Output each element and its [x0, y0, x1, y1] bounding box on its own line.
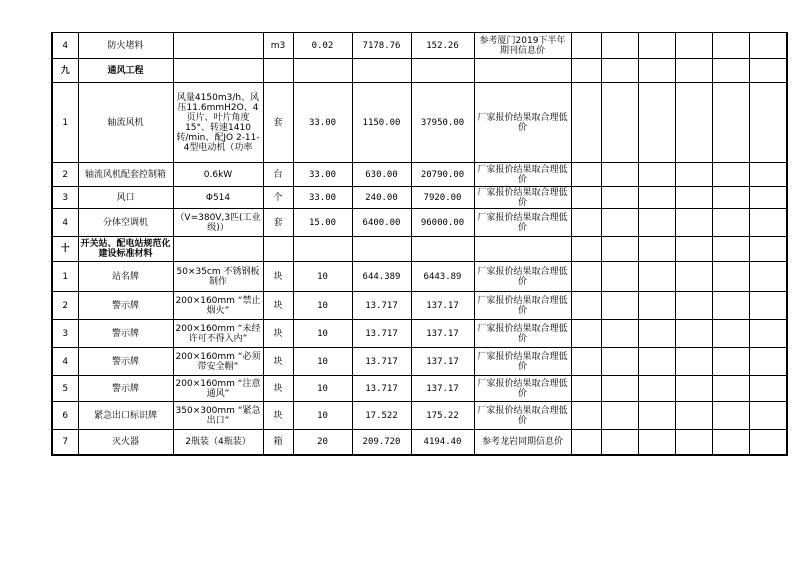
row-number: 1	[52, 83, 78, 163]
table-row	[52, 209, 787, 237]
total-cell: 137.17	[411, 348, 474, 376]
table-row	[52, 348, 787, 376]
row-number: 4	[52, 209, 78, 237]
item-name: 防火堵料	[78, 33, 173, 59]
unit-cell	[263, 237, 293, 262]
empty-cell	[749, 83, 787, 163]
unit-price-cell: 6400.00	[352, 209, 411, 237]
empty-cell	[712, 209, 749, 237]
spec-cell: 200×160mm “禁止烟火”	[173, 292, 263, 320]
spec-cell: 2瓶装（4瓶装）	[173, 430, 263, 455]
table-row	[52, 376, 787, 402]
row-number: 4	[52, 348, 78, 376]
total-cell: 137.17	[411, 320, 474, 348]
empty-cell	[571, 163, 601, 187]
unit-cell: 块	[263, 348, 293, 376]
note-cell: 厂家报价结果取合理低价	[474, 292, 571, 320]
unit-price-cell: 7178.76	[352, 33, 411, 59]
table-row	[52, 430, 787, 455]
item-name: 风口	[78, 187, 173, 209]
empty-cell	[571, 292, 601, 320]
unit-cell: 块	[263, 262, 293, 292]
item-name: 警示牌	[78, 376, 173, 402]
row-number: 1	[52, 262, 78, 292]
unit-cell: 块	[263, 376, 293, 402]
total-cell: 4194.40	[411, 430, 474, 455]
empty-cell	[712, 320, 749, 348]
quantity-cell: 33.00	[293, 163, 352, 187]
row-number: 3	[52, 187, 78, 209]
total-cell	[411, 237, 474, 262]
total-cell: 37950.00	[411, 83, 474, 163]
empty-cell	[675, 376, 712, 402]
unit-price-cell: 644.389	[352, 262, 411, 292]
row-number: 2	[52, 292, 78, 320]
row-number: 十	[52, 237, 78, 262]
empty-cell	[601, 163, 638, 187]
quantity-cell: 10	[293, 348, 352, 376]
quantity-cell: 33.00	[293, 187, 352, 209]
empty-cell	[571, 209, 601, 237]
spec-cell: 风量4150m3/h、风压11.6mmH2O、4页片、叶片角度15°、转速1410转/min、配JO 2-11-4型电动机（功率	[173, 83, 263, 163]
empty-cell	[675, 292, 712, 320]
empty-cell	[675, 59, 712, 83]
empty-cell	[601, 59, 638, 83]
empty-cell	[601, 237, 638, 262]
unit-price-cell: 13.717	[352, 348, 411, 376]
empty-cell	[675, 320, 712, 348]
empty-cell	[571, 402, 601, 430]
empty-cell	[712, 237, 749, 262]
quantity-cell: 10	[293, 262, 352, 292]
empty-cell	[571, 83, 601, 163]
empty-cell	[571, 376, 601, 402]
total-cell: 96000.00	[411, 209, 474, 237]
empty-cell	[749, 187, 787, 209]
empty-cell	[749, 402, 787, 430]
row-number: 3	[52, 320, 78, 348]
spec-cell: （V=380V,3匹(工业级)）	[173, 209, 263, 237]
empty-cell	[675, 187, 712, 209]
table-row	[52, 262, 787, 292]
empty-cell	[571, 187, 601, 209]
empty-cell	[638, 262, 675, 292]
quantity-cell: 33.00	[293, 83, 352, 163]
empty-cell	[601, 292, 638, 320]
item-name: 分体空调机	[78, 209, 173, 237]
empty-cell	[638, 237, 675, 262]
spec-cell: 350×300mm “紧急出口”	[173, 402, 263, 430]
item-name: 紧急出口标识牌	[78, 402, 173, 430]
row-number: 九	[52, 59, 78, 83]
empty-cell	[712, 376, 749, 402]
empty-cell	[749, 33, 787, 59]
empty-cell	[571, 262, 601, 292]
spec-cell: 0.6kW	[173, 163, 263, 187]
empty-cell	[601, 430, 638, 455]
unit-price-cell	[352, 237, 411, 262]
empty-cell	[638, 209, 675, 237]
empty-cell	[712, 402, 749, 430]
empty-cell	[675, 430, 712, 455]
empty-cell	[749, 320, 787, 348]
empty-cell	[638, 376, 675, 402]
empty-cell	[601, 348, 638, 376]
total-cell: 20790.00	[411, 163, 474, 187]
empty-cell	[638, 348, 675, 376]
empty-cell	[675, 33, 712, 59]
empty-cell	[675, 262, 712, 292]
empty-cell	[601, 33, 638, 59]
empty-cell	[749, 348, 787, 376]
unit-cell: 箱	[263, 430, 293, 455]
empty-cell	[638, 83, 675, 163]
quantity-cell: 20	[293, 430, 352, 455]
empty-cell	[675, 348, 712, 376]
unit-price-cell: 630.00	[352, 163, 411, 187]
section-row	[52, 237, 787, 262]
empty-cell	[638, 163, 675, 187]
empty-cell	[712, 430, 749, 455]
empty-cell	[601, 402, 638, 430]
unit-cell	[263, 59, 293, 83]
quantity-cell: 0.02	[293, 33, 352, 59]
unit-price-cell: 13.717	[352, 292, 411, 320]
unit-price-cell: 17.522	[352, 402, 411, 430]
unit-cell: 套	[263, 83, 293, 163]
empty-cell	[749, 209, 787, 237]
note-cell: 厂家报价结果取合理低价	[474, 83, 571, 163]
empty-cell	[712, 59, 749, 83]
empty-cell	[712, 83, 749, 163]
unit-price-cell: 13.717	[352, 320, 411, 348]
note-cell: 厂家报价结果取合理低价	[474, 320, 571, 348]
total-cell: 175.22	[411, 402, 474, 430]
unit-cell: 个	[263, 187, 293, 209]
spec-cell: 50×35cm 不锈钢板制作	[173, 262, 263, 292]
empty-cell	[675, 209, 712, 237]
row-number: 4	[52, 33, 78, 59]
total-cell: 137.17	[411, 292, 474, 320]
table-row	[52, 292, 787, 320]
total-cell: 152.26	[411, 33, 474, 59]
table-row	[52, 33, 787, 59]
quantity-cell: 10	[293, 402, 352, 430]
spec-cell	[173, 33, 263, 59]
item-name: 警示牌	[78, 348, 173, 376]
unit-price-cell	[352, 59, 411, 83]
table-row	[52, 320, 787, 348]
note-cell	[474, 237, 571, 262]
quantity-cell: 10	[293, 376, 352, 402]
spec-cell: Φ514	[173, 187, 263, 209]
note-cell: 厂家报价结果取合理低价	[474, 187, 571, 209]
section-title: 开关站、配电站规范化建设标准材料	[78, 237, 173, 262]
table-row	[52, 83, 787, 163]
quantity-cell	[293, 59, 352, 83]
empty-cell	[638, 33, 675, 59]
empty-cell	[712, 292, 749, 320]
spec-cell	[173, 237, 263, 262]
row-number: 6	[52, 402, 78, 430]
empty-cell	[601, 262, 638, 292]
table-row	[52, 402, 787, 430]
quantity-cell	[293, 237, 352, 262]
note-cell: 厂家报价结果取合理低价	[474, 262, 571, 292]
row-number: 2	[52, 163, 78, 187]
empty-cell	[601, 209, 638, 237]
empty-cell	[638, 430, 675, 455]
empty-cell	[749, 376, 787, 402]
empty-cell	[749, 163, 787, 187]
quantity-cell: 10	[293, 320, 352, 348]
total-cell	[411, 59, 474, 83]
section-row	[52, 59, 787, 83]
item-name: 站名牌	[78, 262, 173, 292]
unit-price-cell: 13.717	[352, 376, 411, 402]
note-cell: 厂家报价结果取合理低价	[474, 402, 571, 430]
empty-cell	[571, 348, 601, 376]
empty-cell	[675, 163, 712, 187]
note-cell: 参考龙岩同期信息价	[474, 430, 571, 455]
table-row	[52, 163, 787, 187]
empty-cell	[571, 59, 601, 83]
empty-cell	[675, 237, 712, 262]
empty-cell	[571, 430, 601, 455]
spec-cell: 200×160mm “必须带安全帽”	[173, 348, 263, 376]
section-title: 通风工程	[78, 59, 173, 83]
unit-cell: 块	[263, 402, 293, 430]
empty-cell	[712, 262, 749, 292]
quantity-cell: 10	[293, 292, 352, 320]
empty-cell	[638, 320, 675, 348]
empty-cell	[749, 292, 787, 320]
row-number: 5	[52, 376, 78, 402]
note-cell: 厂家报价结果取合理低价	[474, 163, 571, 187]
note-cell: 厂家报价结果取合理低价	[474, 376, 571, 402]
empty-cell	[601, 376, 638, 402]
empty-cell	[712, 163, 749, 187]
spec-cell: 200×160mm “注意通风”	[173, 376, 263, 402]
unit-price-cell: 209.720	[352, 430, 411, 455]
empty-cell	[601, 320, 638, 348]
item-name: 轴流风机	[78, 83, 173, 163]
empty-cell	[571, 320, 601, 348]
unit-cell: 块	[263, 320, 293, 348]
table-row	[52, 187, 787, 209]
empty-cell	[638, 187, 675, 209]
empty-cell	[712, 348, 749, 376]
row-number: 7	[52, 430, 78, 455]
empty-cell	[638, 402, 675, 430]
empty-cell	[675, 83, 712, 163]
note-cell: 厂家报价结果取合理低价	[474, 209, 571, 237]
empty-cell	[749, 59, 787, 83]
empty-cell	[571, 237, 601, 262]
empty-cell	[638, 59, 675, 83]
note-cell	[474, 59, 571, 83]
empty-cell	[749, 430, 787, 455]
spec-cell	[173, 59, 263, 83]
unit-cell: 块	[263, 292, 293, 320]
unit-price-cell: 1150.00	[352, 83, 411, 163]
table-body	[52, 33, 787, 455]
total-cell: 6443.89	[411, 262, 474, 292]
unit-cell: m3	[263, 33, 293, 59]
item-name: 轴流风机配套控制箱	[78, 163, 173, 187]
empty-cell	[571, 33, 601, 59]
item-name: 灭火器	[78, 430, 173, 455]
empty-cell	[749, 237, 787, 262]
note-cell: 厂家报价结果取合理低价	[474, 348, 571, 376]
total-cell: 7920.00	[411, 187, 474, 209]
unit-cell: 台	[263, 163, 293, 187]
spec-cell: 200×160mm “未经许可不得入内”	[173, 320, 263, 348]
empty-cell	[749, 262, 787, 292]
quantity-cell: 15.00	[293, 209, 352, 237]
empty-cell	[675, 402, 712, 430]
note-cell: 参考厦门2019下半年期刊信息价	[474, 33, 571, 59]
unit-cell: 套	[263, 209, 293, 237]
material-price-table	[51, 32, 788, 456]
unit-price-cell: 240.00	[352, 187, 411, 209]
total-cell: 137.17	[411, 376, 474, 402]
item-name: 警示牌	[78, 320, 173, 348]
empty-cell	[712, 33, 749, 59]
item-name: 警示牌	[78, 292, 173, 320]
empty-cell	[601, 83, 638, 163]
empty-cell	[712, 187, 749, 209]
empty-cell	[638, 292, 675, 320]
empty-cell	[601, 187, 638, 209]
